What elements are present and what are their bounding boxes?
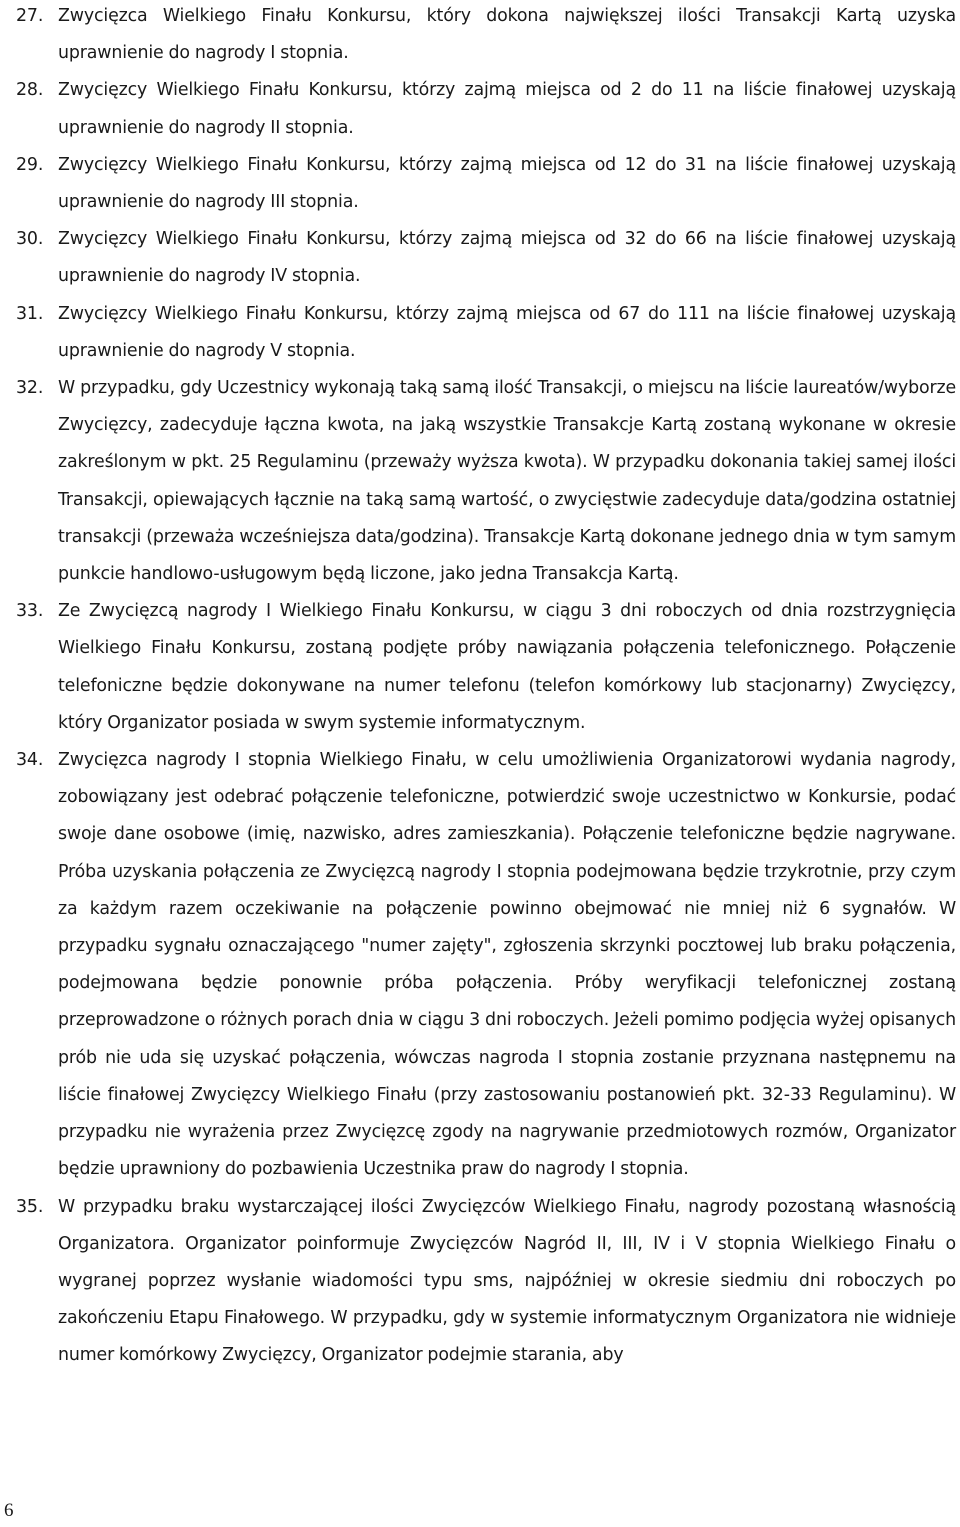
clause-text: W przypadku braku wystarczającej ilości Zwycięzców Wielkiego Finału, nagrody pozostaną własnością Organizatora. Organizator poinformuje Zwycięzców Nagród II, III, IV i V stopnia Wielkiego Finału o wygranej poprzez wysłanie wiadomości typu sms, najpóźniej w okresie siedmiu dni roboczych po zakończeniu Etapu Finałowego. W przypadku, gdy w systemie informatycznym Organizatora nie widnieje numer komórkowy Zwycięzcy, Organizator podejmie starania, aby	[58, 1196, 956, 1366]
clause-number: 32.	[16, 378, 44, 399]
clause-number: 30.	[16, 229, 44, 250]
clause-number: 34.	[16, 750, 44, 771]
clause-number: 31.	[16, 303, 44, 324]
clause-text: Zwycięzcy Wielkiego Finału Konkursu, którzy zajmą miejsca od 67 do 111 na liście finałowej uzyskają uprawnienie do nagrody V stopnia.	[58, 303, 956, 361]
clause-text: Ze Zwycięzcą nagrody I Wielkiego Finału Konkursu, w ciągu 3 dni roboczych od dnia rozstrzygnięcia Wielkiego Finału Konkursu, zostaną podjęte próby nawiązania połączenia telefonicznego. Połączenie telefoniczne będzie dokonywane na numer telefonu (telefon komórkowy lub stacjonarny) Zwycięzcy, który Organizator posiada w swym systemie informatycznym.	[58, 601, 956, 733]
page-number: 6	[4, 1500, 14, 1521]
clause-27	[16, 0, 956, 72]
clause-33	[16, 593, 956, 742]
clause-number: 28.	[16, 80, 44, 101]
clause-29	[16, 147, 956, 221]
clause-number: 27.	[16, 6, 44, 26]
clause-35	[16, 1189, 956, 1375]
clause-text: Zwycięzca nagrody I stopnia Wielkiego Finału, w celu umożliwienia Organizatorowi wydania nagrody, zobowiązany jest odebrać połączenie telefoniczne, potwierdzić swoje uczestnictwo w Konkursie, podać swoje dane osobowe (imię, nazwisko, adres zamieszkania). Połączenie telefoniczne będzie nagrywane. Próba uzyskania połączenia ze Zwycięzcą nagrody I stopnia podejmowana będzie trzykrotnie, przy czym za każdym razem oczekiwanie na połączenie powinno obejmować nie mniej niż 6 sygnałów. W przypadku sygnału oznaczającego "numer zajęty", zgłoszenia skrzynki pocztowej lub braku połączenia, podejmowana będzie ponownie próba połączenia. Próby weryfikacji telefonicznej zostaną przeprowadzone o różnych porach dnia w ciągu 3 dni roboczych. Jeżeli pomimo podjęcia wyżej opisanych prób nie uda się uzyskać połączenia, wówczas nagroda I stopnia zostanie przyznana następnemu na liście finałowej Zwycięzcy Wielkiego Finału (przy zastosowaniu postanowień pkt. 32-33 Regulaminu). W przypadku nie wyrażenia przez Zwycięzcę zgody na nagrywanie przedmiotowych rozmów, Organizator będzie uprawniony do pozbawienia Uczestnika praw do nagrody I stopnia.	[58, 750, 956, 1180]
clause-31	[16, 296, 956, 370]
regulation-clauses	[16, 0, 956, 1375]
clause-text: Zwycięzcy Wielkiego Finału Konkursu, którzy zajmą miejsca od 32 do 66 na liście finałowej uzyskają uprawnienie do nagrody IV stopnia.	[58, 229, 956, 287]
clause-text: Zwycięzca Wielkiego Finału Konkursu, który dokona największej ilości Transakcji Kartą uzyska uprawnienie do nagrody I stopnia.	[58, 6, 956, 64]
clause-number: 33.	[16, 601, 44, 622]
clause-number: 35.	[16, 1196, 44, 1217]
clause-text: Zwycięzcy Wielkiego Finału Konkursu, którzy zajmą miejsca od 12 do 31 na liście finałowej uzyskają uprawnienie do nagrody III stopnia.	[58, 154, 956, 213]
clause-number: 29.	[16, 154, 44, 175]
clause-text: Zwycięzcy Wielkiego Finału Konkursu, którzy zajmą miejsca od 2 do 11 na liście finałowej uzyskają uprawnienie do nagrody II stopnia.	[58, 80, 956, 138]
clause-32	[16, 370, 956, 593]
clause-34	[16, 742, 956, 1188]
clause-30	[16, 221, 956, 295]
clause-text: W przypadku, gdy Uczestnicy wykonają taką samą ilość Transakcji, o miejscu na liście laureatów/wyborze Zwycięzcy, zadecyduje łączna kwota, na jaką wszystkie Transakcje Kartą zostaną wykonane w okresie zakreślonym w pkt. 25 Regulaminu (przeważy wyższa kwota). W przypadku dokonania takiej samej ilości Transakcji, opiewających łącznie na taką samą wartość, o zwycięstwie zadecyduje data/godzina ostatniej transakcji (przeważa wcześniejsza data/godzina). Transakcje Kartą dokonane jednego dnia w tym samym punkcie handlowo-usługowym będą liczone, jako jedna Transakcja Kartą.	[58, 378, 956, 585]
clause-28	[16, 72, 956, 146]
